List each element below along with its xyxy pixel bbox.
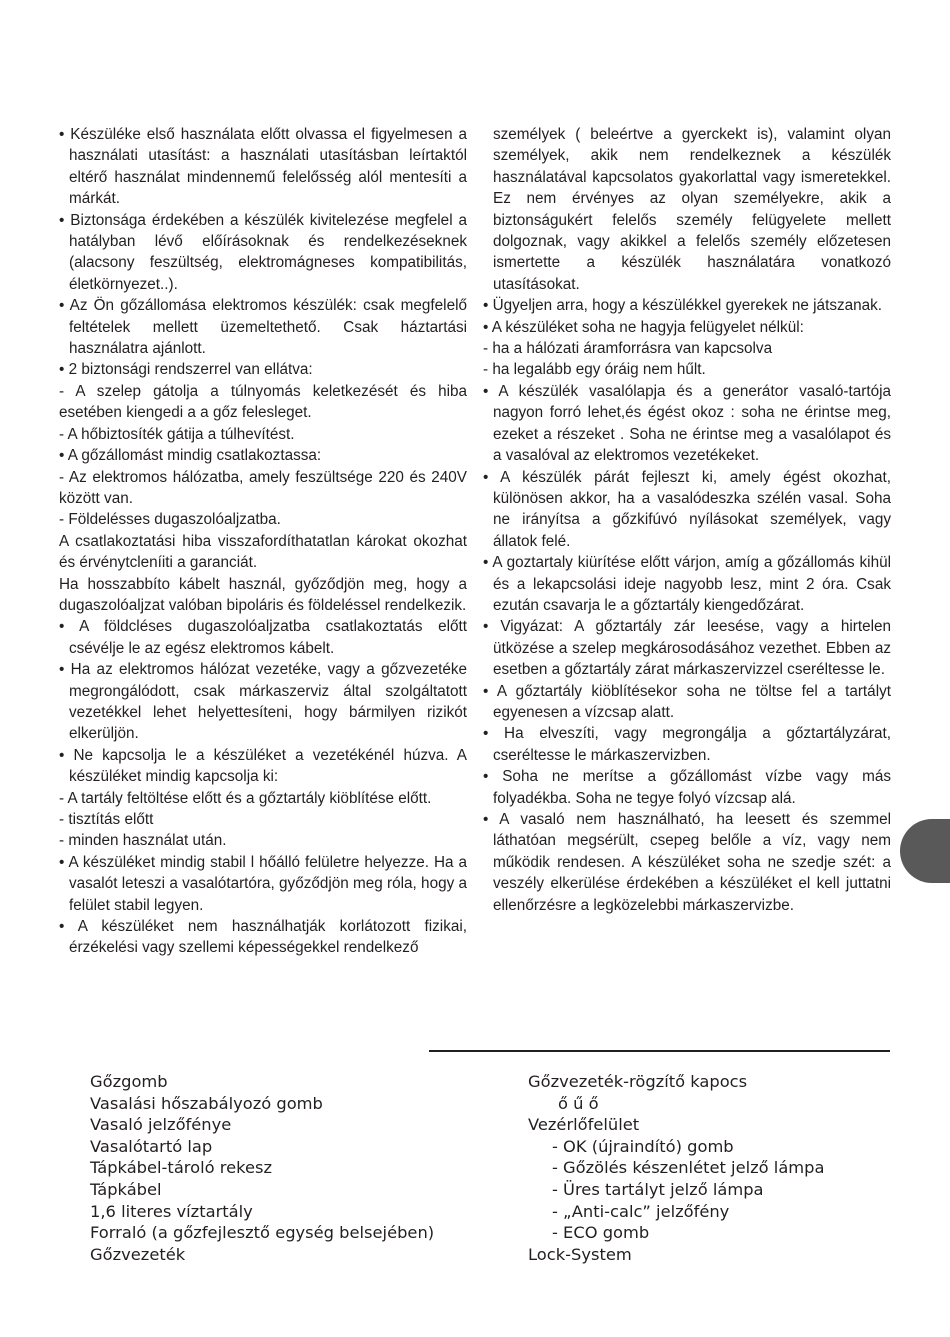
safety-paragraph: - minden használat után. [59, 832, 227, 850]
safety-paragraph: • A goztartaly kiürítése előtt várjon, amíg a gőzállomás kihül és a lekapcsolási ideje nagyobb lesz, mint 2 óra. Csak ezután csavarja le a gőztartály kiengedőzárat. [483, 554, 891, 614]
legend-item: Forraló (a gőzfejlesztő egység belsejében) [90, 1223, 435, 1243]
legend-item: ő ű ő [558, 1093, 599, 1113]
safety-paragraph: - Földelésses dugaszolóaljzatba. [59, 511, 281, 529]
safety-paragraph: - ha a hálózati áramforrásra van kapcsolva [483, 340, 773, 358]
legend-item: Gőzvezeték [90, 1244, 186, 1264]
language-thumb-tab [900, 819, 950, 883]
safety-paragraph: • A készüléket nem használhatják korlátozott fizikai, érzékelési vagy szellemi képességekkel rendelkező [59, 918, 467, 957]
safety-paragraph: • Ne kapcsolja le a készüléket a vezetékénél húzva. A készüléket mindig kapcsolja ki: [59, 746, 467, 786]
safety-paragraph: • A vasaló nem használható, ha leesett és szemmel láthatóan megsérült, csepeg belőle a víz, vagy nem működik rendesen. A készüléket soha ne szedje szét: a veszély elkerülése érdekében a készüléket el kell juttatni ellenőrzésre a legközelebbi márkaszervizbe. [483, 811, 891, 914]
safety-paragraph: A csatlakoztatási hiba visszafordíthatatlan károkat okozhat és érvénytcleníiti a garanciát. [59, 532, 467, 572]
safety-paragraph: - tisztítás előtt [59, 811, 154, 828]
legend-item: - Gőzölés készenlétet jelző lámpa [552, 1158, 825, 1178]
parts-legend-left [90, 1071, 490, 1265]
legend-item: - „Anti-calc” jelzőfény [552, 1201, 730, 1221]
legend-item: Vasalótartó lap [90, 1136, 213, 1156]
safety-paragraph: - Az elektromos hálózatba, amely feszültsége 220 és 240V között van. [59, 468, 467, 507]
safety-paragraph: • A földcléses dugaszolóaljzatba csatlakoztatás előtt csévélje le az egész elektromos kábelt. [59, 618, 467, 657]
legend-item: Gőzgomb [90, 1072, 168, 1091]
safety-paragraph: • Soha ne merítse a gőzállomást vízbe vagy más folyadékba. Soha ne tegye folyó vízcsap alá. [483, 768, 891, 807]
legend-item: - OK (újraindító) gomb [552, 1136, 734, 1156]
safety-paragraph: • Az Ön gőzállomása elektromos készülék: csak megfelelő feltételek mellett üzemeltethető. Csak háztartási használatra ajánlott. [59, 297, 467, 358]
safety-paragraph: • Készüléke első használata előtt olvassa el figyelmesen a használati utasítást: a használati utasításban leírtaktól eltérő használat mindennemű felelősség alól mentesíti a márkát. [59, 126, 467, 208]
legend-item: Tápkábel [90, 1179, 162, 1199]
safety-paragraph: - A tartály feltöltése előtt és a gőztartály kiöblítése előtt. [59, 789, 432, 807]
legend-item: Vasalási hőszabályozó gomb [90, 1093, 323, 1113]
safety-column-left [59, 124, 467, 959]
safety-paragraph: • A készüléket mindig stabil l hőálló felületre helyezze. Ha a vasalót leteszi a vasalótartóra, győződjön meg róla, hogy a felület stabil legyen. [59, 853, 467, 914]
legend-item: Tápkábel-tároló rekesz [90, 1158, 272, 1178]
safety-paragraph: • Biztonsága érdekében a készülék kivitelezése megfelel a hatályban lévő előírásoknak és rendelkezéseknek (alacsony feszültség, elektromágneses kompatibilitás, életkörnyezet..). [59, 211, 467, 293]
legend-item: Lock-System [528, 1244, 632, 1264]
legend-item: 1,6 literes víztartály [90, 1201, 253, 1221]
safety-paragraph: • A gőztartály kiöblítésekor soha ne töltse fel a tartályt egyenesen a vízcsap alatt. [483, 682, 891, 721]
safety-paragraph: - A hőbiztosíték gátija a túlhevítést. [59, 425, 295, 443]
legend-item: - ECO gomb [552, 1223, 650, 1243]
safety-paragraph: • Ha az elektromos hálózat vezetéke, vagy a gőzvezetéke megrongálódott, csak márkaszerviz által szolgáltatott vezetékkel lehet helyettesíteni, hogy bármilyen rizikót elkerüljön. [59, 661, 467, 743]
safety-paragraph: Ha hosszabbíto kábelt használ, győződjön meg, hogy a dugaszolóaljzat valóban bipoláris és földeléssel rendelkezik. [59, 575, 467, 614]
legend-item: Vezérlőfelület [528, 1115, 640, 1135]
safety-paragraph: • A gőzállomást mindig csatlakoztassa: [59, 447, 322, 465]
parts-legend-right [528, 1071, 908, 1265]
safety-paragraph: • 2 biztonsági rendszerrel van ellátva: [59, 361, 313, 379]
safety-paragraph: • A készüléket soha ne hagyja felügyelet nélkül: [483, 318, 804, 336]
safety-paragraph: • A készülék párát fejleszt ki, amely égést okozhat, különösen akkor, ha a vasalódeszka szélén vasal. Soha ne irányítsa a gőzkifúvó nyílásokat személyek, vagy állatok felé. [483, 468, 891, 550]
safety-paragraph: személyek ( beleértve a gyerckekt is), valamint olyan személyek, akik nem rendelkeznek a készülék használatával kapcsolatos gyakorlattal vagy ismeretekkel. Ez nem érvényes az olyan személyekre, akik a biztonságukért felelős személy felügyelete mellett dolgoznak, vagy akikkel a felelős személy előzetesen ismertette a készülék használatára vonatkozó utasításokat. [493, 126, 891, 293]
safety-paragraph: • Vigyázat: A gőztartály zár leesése, vagy a hirtelen ütközése a szelep megkárosodásához vezethet. Ebben az esetben a gőztartály zárat márkaszervizzel cseréltesse le. [483, 618, 891, 679]
safety-column-right [483, 124, 891, 916]
safety-paragraph: • A készülék vasalólapja és a generátor vasaló-tartója nagyon forró lehet,és égést okoz : soha ne érintse meg, ezeket a részeket . Soha ne érintse meg a vasalólapot és a vasalóval az elektromos vezetékeket. [483, 382, 891, 465]
legend-item: Vasaló jelzőfénye [90, 1115, 232, 1135]
legend-item: - Üres tartályt jelző lámpa [552, 1179, 764, 1199]
safety-paragraph: • Ha elveszíti, vagy megrongálja a gőztartályzárat, cseréltesse le márkaszervizben. [483, 725, 891, 764]
safety-paragraph: - A szelep gátolja a túlnyomás keletkezését és hiba esetében kiengedi a a gőz felesleget. [59, 382, 467, 422]
safety-paragraph: - ha legalább egy óráig nem hűlt. [483, 361, 706, 379]
safety-paragraph: • Ügyeljen arra, hogy a készülékkel gyerekek ne játszanak. [483, 297, 883, 315]
legend-item: Gőzvezeték-rögzítő kapocs [528, 1072, 748, 1091]
section-divider-rule [429, 1050, 890, 1052]
